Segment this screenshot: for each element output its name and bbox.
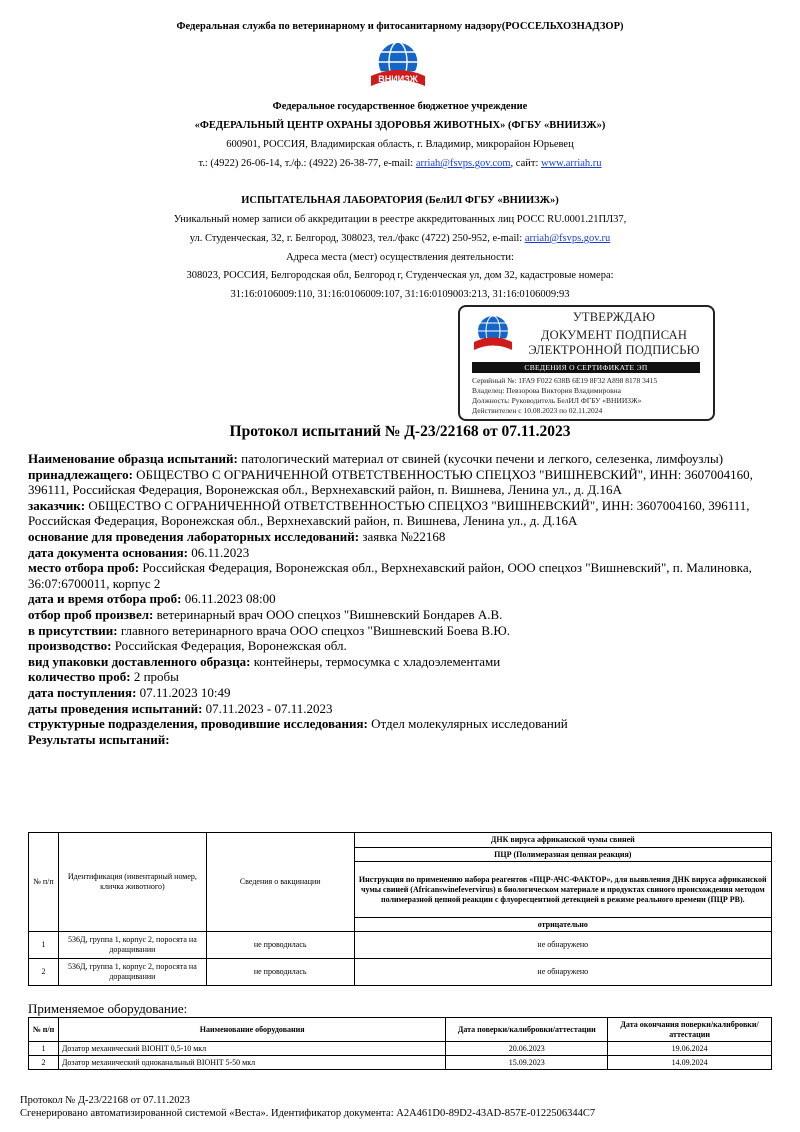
field-departments: структурные подразделения, проводившие исследования: Отдел молекулярных исследований — [28, 716, 568, 732]
lab-address — [0, 233, 800, 244]
cadastral-numbers: 31:16:0106009:110, 31:16:0106009:107, 31:16:0109003:213, 31:16:0106009:93 — [230, 289, 570, 300]
equipment-col-name: Наименование оборудования — [58, 1018, 445, 1042]
org-type: Федеральное государственное бюджетное учреждение — [272, 101, 528, 112]
equipment-label: Применяемое оборудование: — [28, 1001, 188, 1016]
field-basis: основание для проведения лабораторных исследований: заявка №22168 — [28, 528, 446, 544]
field-results-heading: Результаты испытаний: — [28, 731, 170, 747]
org-name: «ФЕДЕРАЛЬНЫЙ ЦЕНТР ОХРАНЫ ЗДОРОВЬЯ ЖИВОТНЫХ» (ФГБУ «ВНИИЗЖ») — [194, 120, 606, 131]
org-contacts — [0, 158, 800, 169]
protocol-fields — [28, 451, 778, 747]
field-sample-count: количество проб: 2 пробы — [28, 669, 179, 685]
contacts-text: т.: (4922) 26-06-14, т./ф.: (4922) 26-38-77, e-mail: — [198, 158, 416, 169]
field-owner: принадлежащего: ОБЩЕСТВО С ОГРАНИЧЕННОЙ ОТВЕТСТВЕННОСТЬЮ СПЕЦХОЗ "ВИШНЕВСКИЙ", ИНН: 3607004160, 396111, Российская Федерация, Воронежская обл., Верхнехавский район, п. Вишнева, Ленина ул., д. Д.16А — [28, 466, 753, 498]
field-in-presence: в присутствии: главного ветеринарного врача ООО спецхоз "Вишневский Боева В.Ю. — [28, 622, 510, 638]
e-signature-stamp — [458, 305, 715, 421]
results-instruction: Инструкция по применению набора реагентов «ПЦР-АЧС-ФАКТОР», для выявления ДНК вируса африканской чумы свиней (Africanswinefevervirus) в биологическом материале и продуктах свиного происхождения методом полимеразной цепной реакции с флуоресцентной детекцией в режиме реального времени (ПЦР РВ). — [354, 862, 771, 918]
stamp-approve: УТВЕРЖДАЮ — [572, 310, 656, 324]
stamp-valid: Действителен с 10.08.2023 по 02.11.2024 — [472, 406, 603, 415]
results-col-num: № п/п — [29, 833, 59, 932]
protocol-title: Протокол испытаний № Д-23/22168 от 07.11.2023 — [229, 423, 571, 440]
field-test-dates: даты проведения испытаний: 07.11.2023 - 07.11.2023 — [28, 700, 333, 716]
agency-name: Федеральная служба по ветеринарному и фитосанитарному надзору(РОССЕЛЬХОЗНАДЗОР) — [176, 21, 624, 32]
org-email-link[interactable]: arriah@fsvps.gov.com — [415, 158, 511, 169]
org-address: 600901, РОССИЯ, Владимирская область, г. Владимир, микрорайон Юрьевец — [226, 139, 574, 150]
stamp-logo-icon — [470, 313, 516, 357]
equipment-col-num: № п/п — [29, 1018, 59, 1042]
globe-logo-icon — [363, 40, 433, 92]
results-table — [28, 832, 772, 986]
stamp-owner: Владелец: Певзорова Виктория Владимировна — [472, 386, 621, 395]
field-basis-date: дата документа основания: 06.11.2023 — [28, 544, 250, 560]
results-method: ПЦР (Полимеразная цепная реакция) — [354, 848, 771, 862]
field-sampling-datetime: дата и время отбора проб: 06.11.2023 08:00 — [28, 591, 276, 607]
vniizzh-logo — [363, 40, 433, 92]
lab-address-text: ул. Студенческая, 32, г. Белгород, 308023, тел./факс (4722) 250-952, e-mail: — [189, 233, 525, 244]
equipment-col-end: Дата окончания поверки/калибровки/аттестации — [608, 1018, 772, 1042]
results-norm: отрицательно — [354, 918, 771, 932]
org-site-link[interactable]: www.arriah.ru — [541, 158, 602, 169]
equipment-col-date: Дата поверки/калибровки/аттестации — [446, 1018, 608, 1042]
field-sampling-place: место отбора проб: Российская Федерация, Воронежская обл., Верхнехавский район, ООО спецхоз "Вишневский", п. Малиновка, 36:07:6700011, корпус 2 — [28, 560, 752, 591]
field-sampled-by: отбор проб произвел: ветеринарный врач ООО спецхоз "Вишневский Бондарев А.В. — [28, 606, 503, 622]
equipment-table — [28, 1017, 772, 1070]
footer-protocol: Протокол № Д-23/22168 от 07.11.2023 — [20, 1095, 190, 1106]
lab-accreditation: Уникальный номер записи об аккредитации в реестре аккредитованных лиц РОСС RU.0001.21ПЛ37, — [173, 214, 627, 225]
logo-text: ВНИИЗЖ — [378, 74, 418, 84]
lab-email-link[interactable]: arriah@fsvps.gov.ru — [524, 233, 611, 244]
results-col-vacc: Сведения о вакцинации — [206, 833, 354, 932]
activity-address: 308023, РОССИЯ, Белгородская обл, Белгород г, Студенческая ул, дом 32, кадастровые номера: — [186, 270, 614, 281]
lab-name: ИСПЫТАТЕЛЬНАЯ ЛАБОРАТОРИЯ (БелИЛ ФГБУ «ВНИИЗЖ») — [241, 195, 559, 206]
table-row: 2 Дозатор механический одноканальный BIOHIT 5-50 мкл 15.09.2023 14.09.2024 — [29, 1056, 772, 1070]
activity-label: Адреса места (мест) осуществления деятельности: — [286, 252, 514, 263]
stamp-cert-bar: СВЕДЕНИЯ О СЕРТИФИКАТЕ ЭП — [472, 362, 700, 373]
results-col-id: Идентификация (инвентарный номер, кличка животного) — [58, 833, 206, 932]
field-received-date: дата поступления: 07.11.2023 10:49 — [28, 684, 231, 700]
field-sample-name: Наименование образца испытаний: патологический материал от свиней (кусочки печени и легкого, селезенка, лимфоузлы) — [28, 451, 724, 466]
footer-generated: Сгенерировано автоматизированной системой «Веста». Идентификатор документа: A2A461D0-89D2-43AD-857E-0122506344C7 — [20, 1108, 596, 1119]
stamp-serial: Серийный №: 1FA9 F022 638B 6E19 8F32 A898 8178 3415 — [472, 376, 658, 385]
field-customer: заказчик: ОБЩЕСТВО С ОГРАНИЧЕННОЙ ОТВЕТСТВЕННОСТЬЮ СПЕЦХОЗ "ВИШНЕВСКИЙ", ИНН: 3607004160, 396111, Российская Федерация, Воронежская обл., Верхнехавский район, п. Вишнева, Ленина ул., д. Д.16А — [28, 497, 750, 529]
table-row: 1 Дозатор механический BIOHIT 0,5-10 мкл 20.06.2023 19.06.2024 — [29, 1042, 772, 1056]
results-test-name: ДНК вируса африканской чумы свиней — [354, 833, 771, 848]
site-prefix: , сайт: — [510, 158, 541, 169]
field-packaging: вид упаковки доставленного образца: контейнеры, термосумка с хладоэлементами — [28, 653, 501, 669]
stamp-line2: ЭЛЕКТРОННОЙ ПОДПИСЬЮ — [528, 343, 700, 357]
table-row: 1 536Д, группа 1, корпус 2, поросята на доращивании не проводилась не обнаружено — [29, 932, 772, 959]
table-row: 2 536Д, группа 1, корпус 2, поросята на доращивании не проводилась не обнаружено — [29, 959, 772, 986]
stamp-position: Должность: Руководитель БелИЛ ФГБУ «ВНИИЗЖ» — [472, 396, 642, 405]
stamp-line1: ДОКУМЕНТ ПОДПИСАН — [540, 328, 688, 342]
field-production: производство: Российская Федерация, Воронежская обл. — [28, 638, 347, 654]
